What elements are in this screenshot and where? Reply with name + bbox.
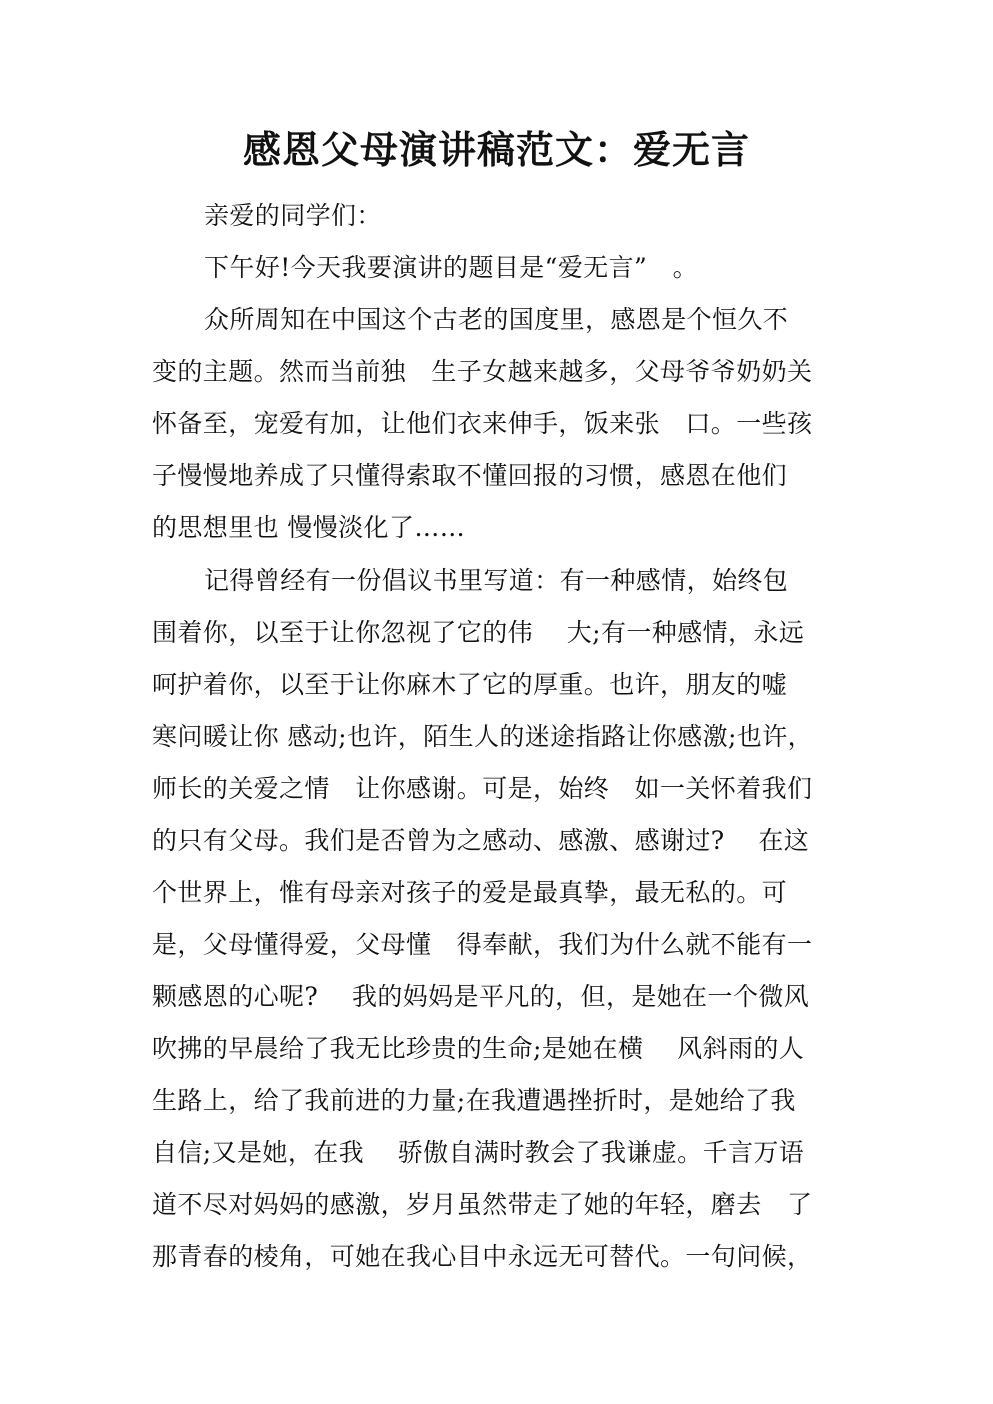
paragraph-line: 的只有父母。我们是否曾为之感动、感激、感谢过? 在这	[152, 826, 810, 855]
paragraph-line: 道不尽对妈妈的感激，岁月虽然带走了她的年轻，磨去 了	[152, 1190, 813, 1219]
paragraph-line: 的思想里也 慢慢淡化了……	[152, 513, 466, 542]
paragraph-line: 众所周知在中国这个古老的国度里，感恩是个恒久不	[204, 305, 789, 334]
paragraph-line: 子慢慢地养成了只懂得索取不懂回报的习惯，感恩在他们	[152, 461, 788, 490]
paragraph-line: 自信;又是她，在我 骄傲自满时教会了我谦虚。千言万语	[152, 1138, 805, 1167]
opening-line: 下午好!今天我要演讲的题目是“爱无言” 。	[204, 253, 699, 282]
paragraph-line: 寒问暖让你 感动;也许，陌生人的迷途指路让你感激;也许，	[152, 722, 813, 751]
paragraph-line: 颗感恩的心呢? 我的妈妈是平凡的，但，是她在一个微风	[152, 982, 810, 1011]
greeting-line: 亲爱的同学们：	[204, 201, 382, 230]
paragraph-line: 怀备至，宠爱有加，让他们衣来伸手，饭来张 口。一些孩	[152, 409, 813, 438]
paragraph-line: 师长的关爱之情 让你感谢。可是，始终 如一关怀着我们	[152, 774, 813, 803]
paragraph-line: 变的主题。然而当前独 生子女越来越多，父母爷爷奶奶关	[152, 357, 813, 386]
paragraph-line: 生路上，给了我前进的力量;在我遭遇挫折时，是她给了我	[152, 1086, 796, 1115]
document-title: 感恩父母演讲稿范文：爱无言	[242, 127, 750, 172]
paragraph-line: 是，父母懂得爱，父母懂 得奉献，我们为什么就不能有一	[152, 930, 813, 959]
paragraph-line: 吹拂的早晨给了我无比珍贵的生命;是她在横 风斜雨的人	[152, 1034, 805, 1063]
paragraph-line: 围着你，以至于让你忽视了它的伟 大;有一种感情，永远	[152, 618, 805, 647]
paragraph-line: 记得曾经有一份倡议书里写道：有一种感情，始终包	[204, 566, 789, 595]
paragraph-line: 个世界上，惟有母亲对孩子的爱是最真挚，最无私的。可	[152, 878, 788, 907]
paragraph-line: 那青春的棱角，可她在我心目中永远无可替代。一句问候，	[152, 1242, 813, 1271]
paragraph-line: 呵护着你，以至于让你麻木了它的厚重。也许，朋友的嘘	[152, 670, 788, 699]
